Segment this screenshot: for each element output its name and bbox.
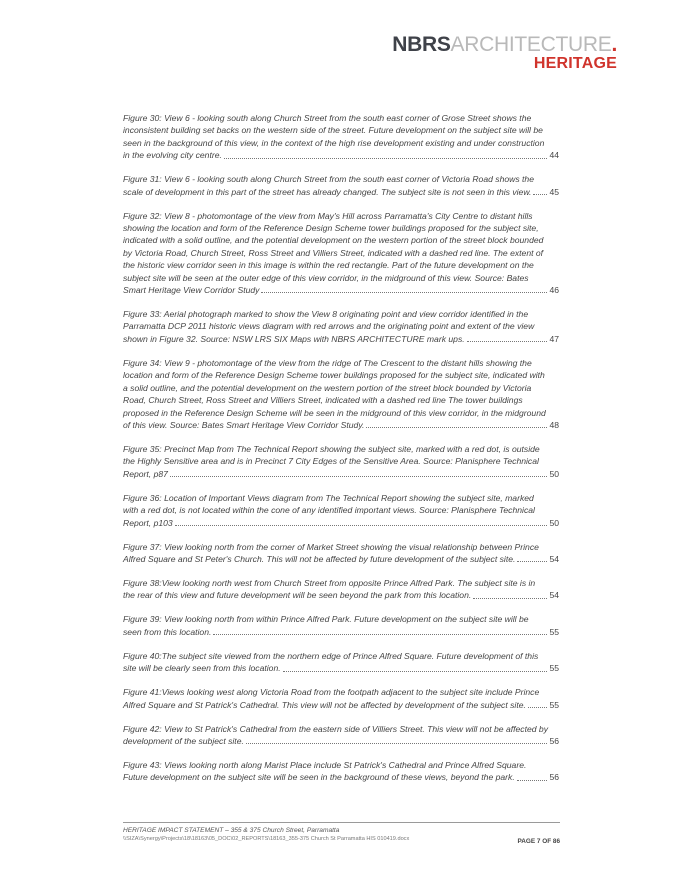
figure-entry-line: indicated with a solid outline, and the potential development on the western portion of the street block bounded [123,235,544,246]
figure-entry-caption-end: shown in Figure 32. Source: NSW LRS SIX Maps with NBRS ARCHITECTURE mark ups. [123,333,465,344]
figure-entry-caption-end: Smart Heritage View Corridor Study [123,285,260,296]
dot-leader [467,341,548,342]
figure-entry-caption-end: scale of development in this part of the street has already changed. The subject site is not seen in this view. [123,186,532,197]
figure-entry-last-line [123,699,559,711]
figure-entry-line: Figure 41:Views looking west along Victoria Road from the footpath adjacent to the subject site include Prince [123,687,540,698]
list-of-figures [123,112,559,795]
figure-entry-caption-end: Report, p87 [123,468,168,479]
figure-entry-caption-end: site will be clearly seen from this location. [123,663,281,674]
figure-entry-line: with a red dot, is not located within the cone of any identified important views. Source: Planisphere Technical [123,505,535,516]
figure-page-number[interactable]: 44 [549,150,559,161]
figure-entry[interactable] [123,443,559,480]
logo-wordmark [392,34,617,55]
dot-leader [246,743,548,744]
figure-entry-line: location and form of the Reference Design Scheme tower buildings proposed for the subject site, indicated with [123,370,545,381]
figure-entry-caption-end: in the evolving city centre. [123,150,222,161]
figure-entry-line: by Victoria Road, Church Street, Ross Street and Villiers Street, indicated with a dashed red line. The extent of [123,247,544,258]
figure-entry[interactable] [123,686,559,711]
dot-leader [261,292,547,293]
figure-entry-line: Figure 39: View looking north from within Prince Alfred Park. Future development on the subject site will be [123,614,529,625]
footer-title: HERITAGE IMPACT STATEMENT – 355 & 375 Church Street, Parramatta [123,827,340,834]
figure-entry-line: Figure 32: View 8 - photomontage of the view from May's Hill across Parramatta's City Centre to distant hills [123,210,533,221]
figure-page-number[interactable]: 55 [549,699,559,710]
figure-entry-last-line [123,517,559,529]
figure-entry-caption-end: Alfred Square and St Peter's Church. This will not be affected by future development of the subject site. [123,553,516,564]
figure-entry-line: Parramatta DCP 2011 historic views diagram with red arrows and the originating point and extent of the view [123,321,535,332]
dot-leader [517,561,547,562]
dot-leader [213,634,547,635]
figure-entry-line: Figure 30: View 6 - looking south along Church Street from the south east corner of Grose Street shows the [123,113,532,123]
figure-page-number[interactable]: 50 [549,468,559,479]
dot-leader [366,427,547,428]
figure-entry-caption-end: Alfred Square and St Patrick's Cathedral. This view will not be affected by development of the subject site. [123,699,526,710]
logo-dot: . [611,33,617,56]
figure-entry-line: Figure 37: View looking north from the corner of Market Street showing the visual relationship between Prince [123,541,539,552]
figure-entry-line: a solid outline, and the potential development on the western portion of the street block bounded by Victoria [123,382,532,393]
footer-divider [123,822,560,823]
dot-leader [175,525,548,526]
figure-entry-line: Figure 36: Location of Important Views diagram from The Technical Report showing the subject site, marked [123,492,534,503]
figure-entry[interactable] [123,308,559,345]
figure-entry-caption-end: seen from this location. [123,626,212,637]
dot-leader [224,158,548,159]
logo-architecture: ARCHITECTURE [450,33,612,56]
figure-entry-line: Figure 40:The subject site viewed from the northern edge of Prince Alfred Square. Future development of this [123,650,539,661]
dot-leader [473,598,547,599]
dot-leader [528,707,548,708]
page-number: PAGE 7 OF 86 [517,838,560,845]
figure-entry-line: proposed in the Reference Design Scheme will be seen in the midground of this view corridor, in the midground [123,407,546,418]
figure-page-number[interactable]: 46 [549,285,559,296]
figure-entry-line: Figure 35: Precinct Map from The Technical Report showing the subject site, marked with a red dot, is outside [123,443,540,454]
figure-entry[interactable] [123,173,559,198]
figure-entry-last-line [123,468,559,480]
figure-entry-line: Figure 34: View 9 - photomontage of the view from the ridge of The Crescent to the distant hills showing the [123,357,532,368]
footer-file-path: \\SIZA\Synergy\Projects\18\18163\05_DOC\02_REPORTS\18163_355-375 Church St Parramatta HIS 010419.docx [123,836,410,842]
figure-entry-line: Figure 33: Aerial photograph marked to show the View 8 originating point and view corridor identified in the [123,309,529,320]
figure-entry-line: Figure 42: View to St Patrick's Cathedral from the eastern side of Villiers Street. This view will not be affected by [123,723,548,734]
figure-entry-line: subject site will be seen at the outer edge of this view corridor, in the midground of this view. Source: Bates [123,272,529,283]
figure-entry-line: inconsistent building set backs on the western side of the street. Future development on the subject site will be [123,125,543,136]
dot-leader [533,194,547,195]
logo-heritage: HERITAGE [533,55,617,72]
figure-entry-caption-end: the rear of this view and future development will be seen beyond the park from this location. [123,590,472,601]
figure-page-number[interactable]: 54 [549,553,559,564]
figure-page-number[interactable]: 54 [549,590,559,601]
logo-nbrs: NBRS [392,33,451,56]
figure-entry-last-line [123,735,559,747]
figure-page-number[interactable]: 56 [549,772,559,783]
figure-entry-line: seen in the background of this view, in the context of the high rise development existing and under construction [123,137,545,148]
figure-entry-last-line [123,662,559,674]
figure-page-number[interactable]: 56 [549,735,559,746]
figure-entry-caption-end: Report, p103 [123,517,173,528]
figure-entry-line: Figure 43: Views looking north along Marist Place include St Patrick's Cathedral and Prince Alfred Square. [123,759,527,770]
dot-leader [517,780,548,781]
figure-entry[interactable] [123,650,559,675]
page-footer [123,827,560,845]
figure-entry-caption-end: development of the subject site. [123,735,244,746]
figure-entry[interactable] [123,112,559,162]
figure-page-number[interactable]: 48 [549,419,559,430]
figure-entry[interactable] [123,541,559,566]
figure-entry-last-line [123,626,559,638]
figure-page-number[interactable]: 55 [549,626,559,637]
nbrs-logo [392,34,617,72]
figure-entry-line: the Highly Sensitive area and is in Precinct 7 City Edges of the Sensitive Area. Source: Planisphere Technical [123,456,539,467]
figure-entry-last-line [123,186,559,198]
figure-entry[interactable] [123,492,559,529]
figure-entry[interactable] [123,759,559,784]
figure-entry-last-line [123,419,559,431]
figure-entry-line: Figure 31: View 6 - looking south along Church Street from the south east corner of Victoria Road shows the [123,174,534,185]
figure-entry[interactable] [123,577,559,602]
figure-page-number[interactable]: 50 [549,517,559,528]
figure-entry[interactable] [123,723,559,748]
dot-leader [283,671,548,672]
figure-page-number[interactable]: 55 [549,663,559,674]
figure-entry-line: Road, Church Street, Ross Street and Villiers Street, indicated with a dashed red line The tower buildings [123,395,523,406]
figure-entry-last-line [123,771,559,783]
figure-entry[interactable] [123,210,559,297]
figure-entry-last-line [123,149,559,161]
figure-entry[interactable] [123,613,559,638]
figure-entry-last-line [123,553,559,565]
dot-leader [170,476,548,477]
figure-entry-caption-end: of this view. Source: Bates Smart Heritage View Corridor Study. [123,419,365,430]
figure-page-number[interactable]: 47 [549,333,559,344]
figure-entry-line: the historic view corridor seen in this image is within the red rectangle. Part of the future development on the [123,260,534,271]
figure-entry[interactable] [123,357,559,431]
figure-entry-last-line [123,589,559,601]
figure-entry-line: Figure 38:View looking north west from Church Street from opposite Prince Alfred Park. The subject site is in [123,577,536,588]
figure-entry-last-line [123,284,559,296]
figure-entry-line: showing the location and form of the Reference Design Scheme tower buildings proposed for the subject site, [123,223,539,234]
figure-entry-caption-end: Future development on the subject site will be seen in the background of these views, beyond the park. [123,772,515,783]
figure-page-number[interactable]: 45 [549,186,559,197]
figure-entry-last-line [123,333,559,345]
